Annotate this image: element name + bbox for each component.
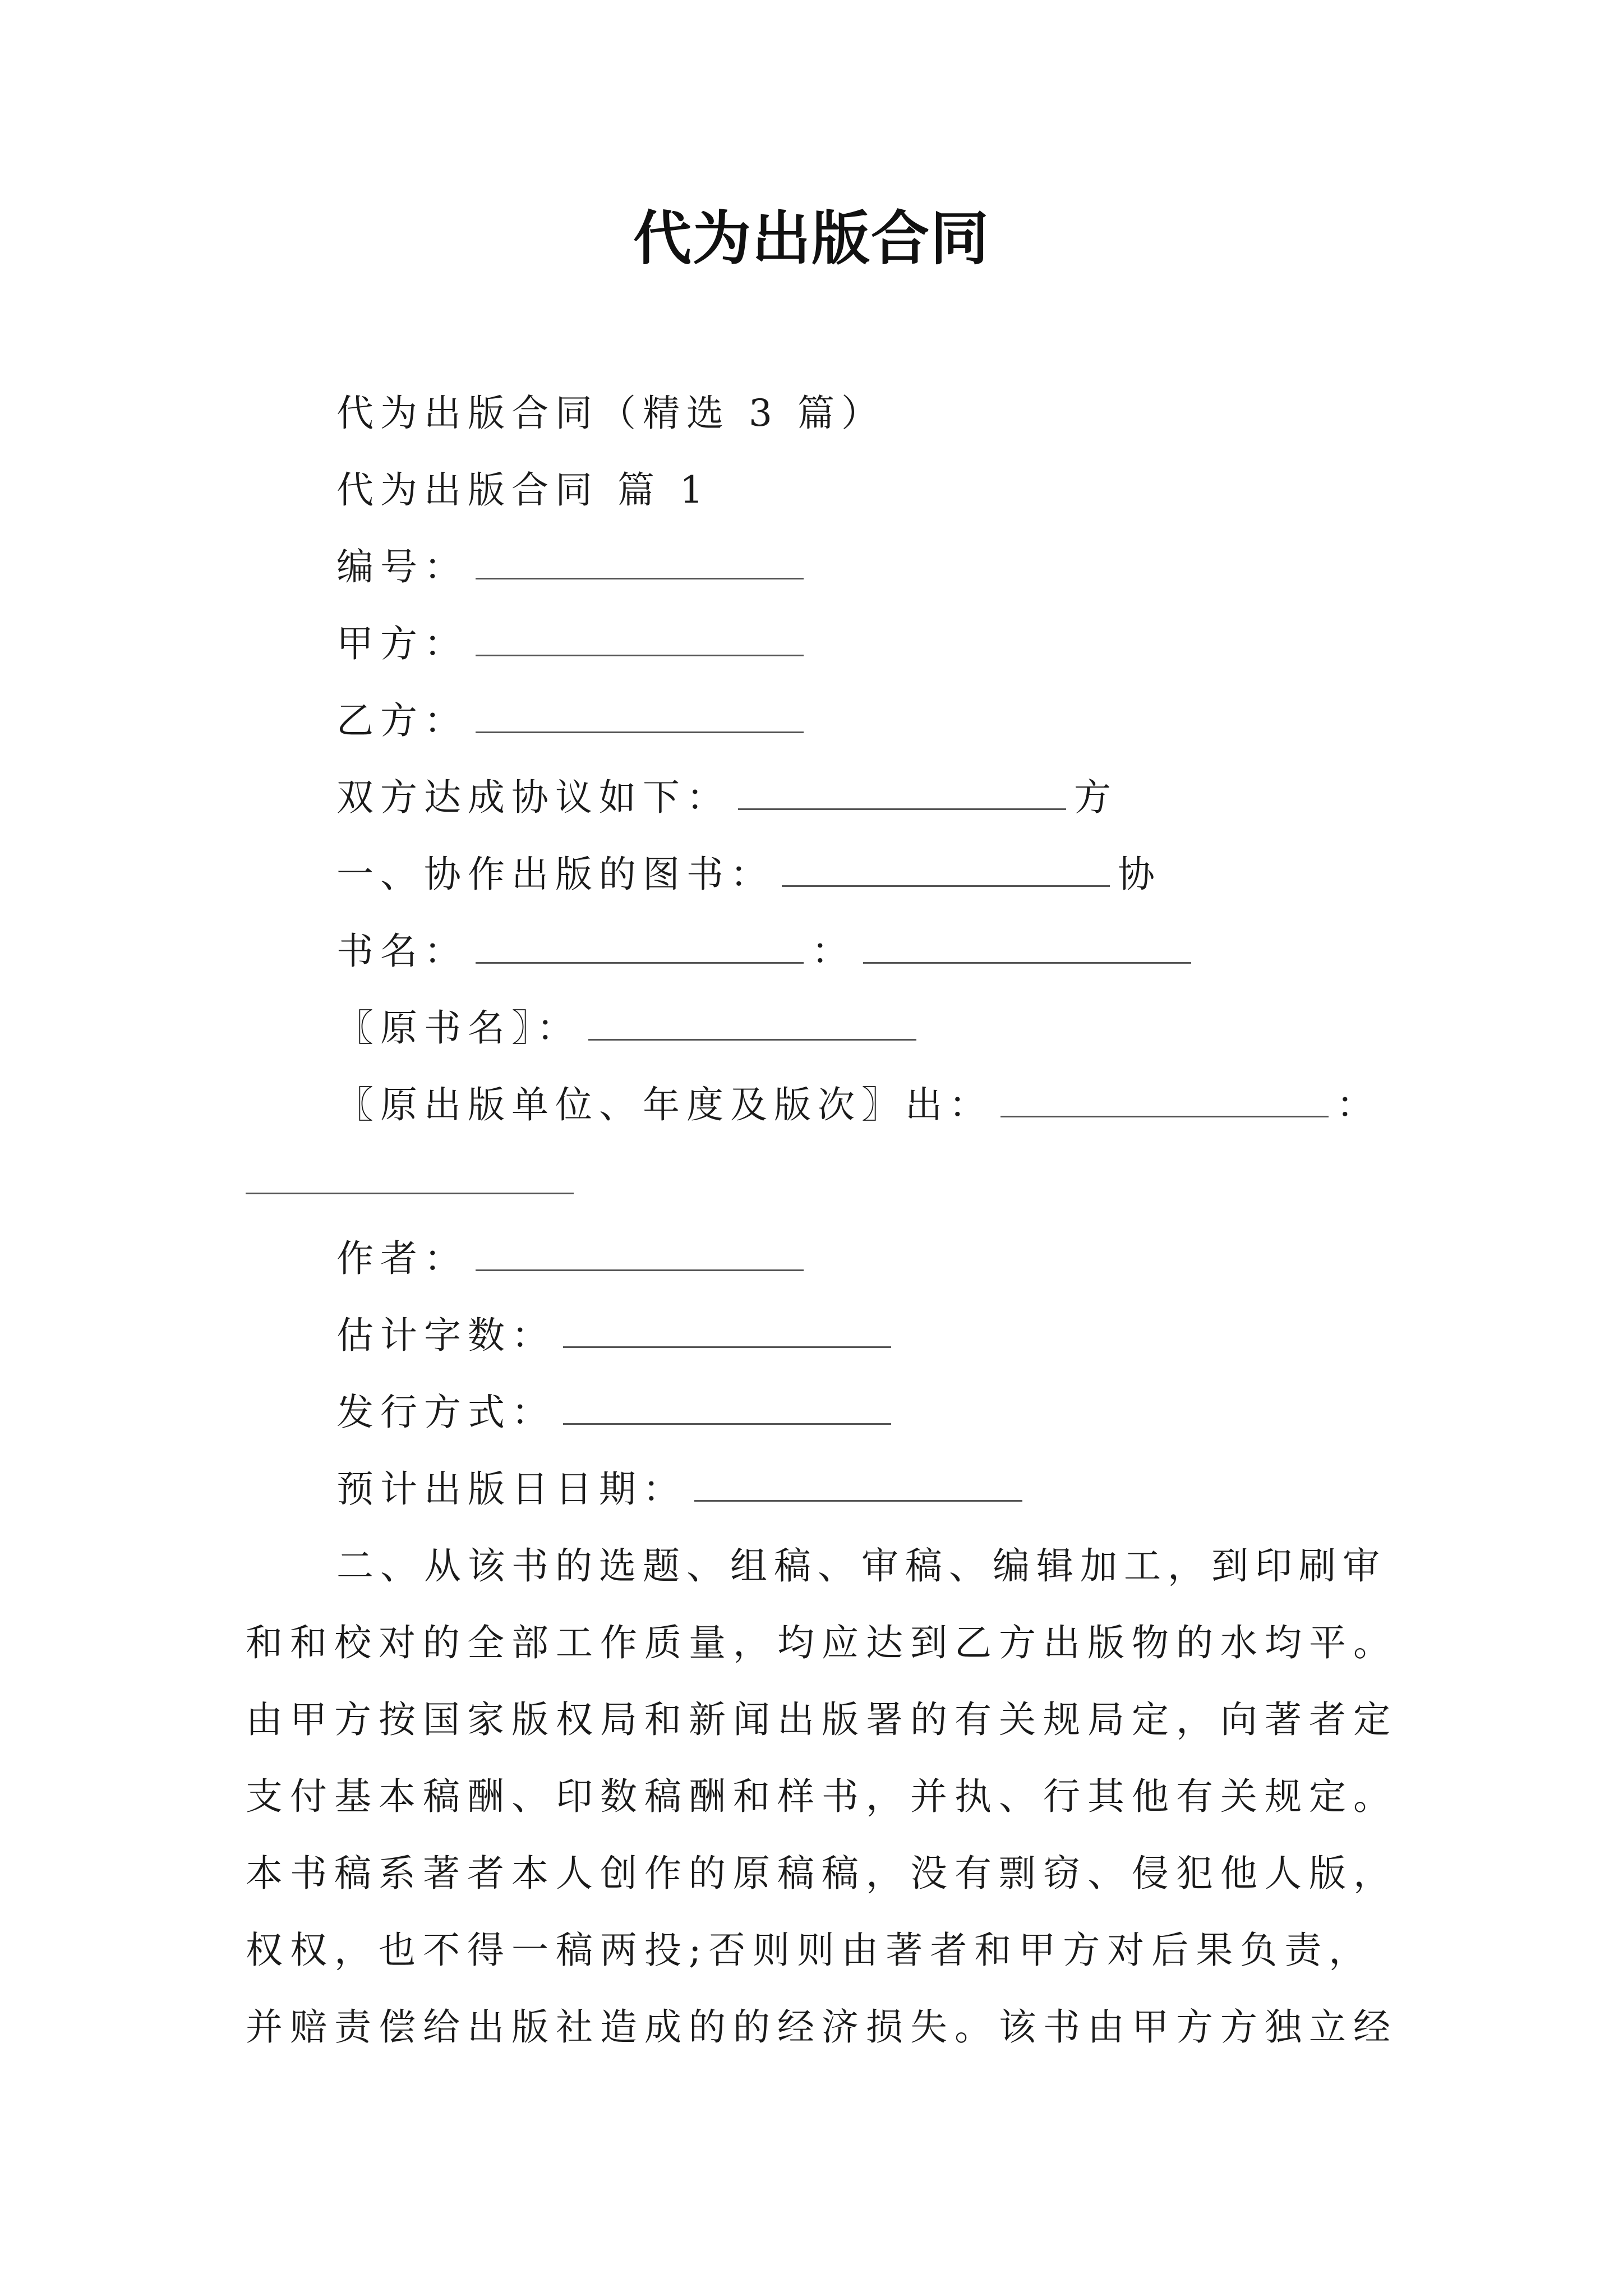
agreement-blank[interactable] [738, 776, 1066, 810]
book-name-label: 书名： [336, 930, 468, 973]
word-count-field [336, 1310, 899, 1361]
party-b-blank[interactable] [476, 699, 804, 733]
number-label: 编号： [336, 545, 468, 588]
author-field [336, 1234, 811, 1284]
paragraph-line: 本书稿系著者本人创作的原稿稿，没有剽窃、侵犯他人版， [246, 1852, 1398, 1895]
pub-date-label: 预计出版日日期： [336, 1467, 686, 1511]
paragraph-line: 并赔责偿给出版社造成的的经济损失。该书由甲方方独立经 [246, 2005, 1398, 2049]
clause1-suffix: 协 [1118, 853, 1161, 896]
number-blank[interactable] [476, 545, 804, 579]
paragraph-line: 由甲方按国家版权局和新闻出版署的有关规局定，向著者定 [246, 1698, 1398, 1741]
party-b-field [336, 696, 811, 746]
book-name-blank-2[interactable] [863, 930, 1191, 964]
distribution-blank[interactable] [563, 1391, 891, 1425]
agreement-suffix: 方 [1074, 776, 1118, 819]
agreement-field [336, 772, 1118, 823]
distribution-label: 发行方式： [336, 1391, 555, 1434]
orig-publisher-field [336, 1080, 1380, 1130]
paragraph-line: 支付基本稿酬、印数稿酬和样书，并执、行其他有关规定。 [246, 1775, 1398, 1818]
pub-date-field [336, 1464, 1030, 1515]
orig-book-label: 〖原书名〗： [336, 1006, 580, 1050]
book-name-sep: ： [811, 930, 855, 973]
distribution-field [336, 1387, 899, 1438]
clause1-label: 一、协作出版的图书： [336, 853, 774, 896]
party-a-blank[interactable] [476, 622, 804, 656]
orig-publisher-continuation [246, 1157, 582, 1207]
clause1-blank[interactable] [782, 853, 1110, 887]
orig-publisher-sep: ： [1336, 1083, 1380, 1126]
orig-publisher-label: 〖原出版单位、年度及版次〗出： [336, 1083, 993, 1126]
party-b-label: 乙方： [336, 699, 468, 742]
document-title: 代为出版合同 [633, 204, 990, 273]
paragraph-line: 和和校对的全部工作质量，均应达到乙方出版物的水均平。 [246, 1621, 1398, 1664]
pub-date-blank[interactable] [694, 1467, 1022, 1502]
party-a-label: 甲方： [336, 622, 468, 665]
number-field [336, 542, 811, 592]
orig-book-blank[interactable] [588, 1006, 916, 1041]
word-count-label: 估计字数： [336, 1314, 555, 1357]
section-heading: 代为出版合同 篇 1 [336, 468, 710, 512]
orig-publisher-blank[interactable] [1000, 1083, 1329, 1117]
orig-publisher-blank-2[interactable] [246, 1160, 574, 1194]
word-count-blank[interactable] [563, 1314, 891, 1348]
agreement-label: 双方达成协议如下： [336, 776, 730, 819]
paragraph-line: 二、从该书的选题、组稿、审稿、编辑加工，到印刷审 [336, 1544, 1386, 1588]
book-name-field [336, 926, 1199, 977]
clause1-field [336, 849, 1161, 900]
book-name-blank[interactable] [476, 930, 804, 964]
author-label: 作者： [336, 1237, 468, 1280]
subtitle: 代为出版合同（精选 3 篇） [336, 392, 885, 435]
paragraph-line: 权权，也不得一稿两投;否则则由著者和甲方对后果负责， [246, 1929, 1373, 1972]
author-blank[interactable] [476, 1237, 804, 1271]
party-a-field [336, 619, 811, 669]
orig-book-field [336, 1003, 924, 1053]
